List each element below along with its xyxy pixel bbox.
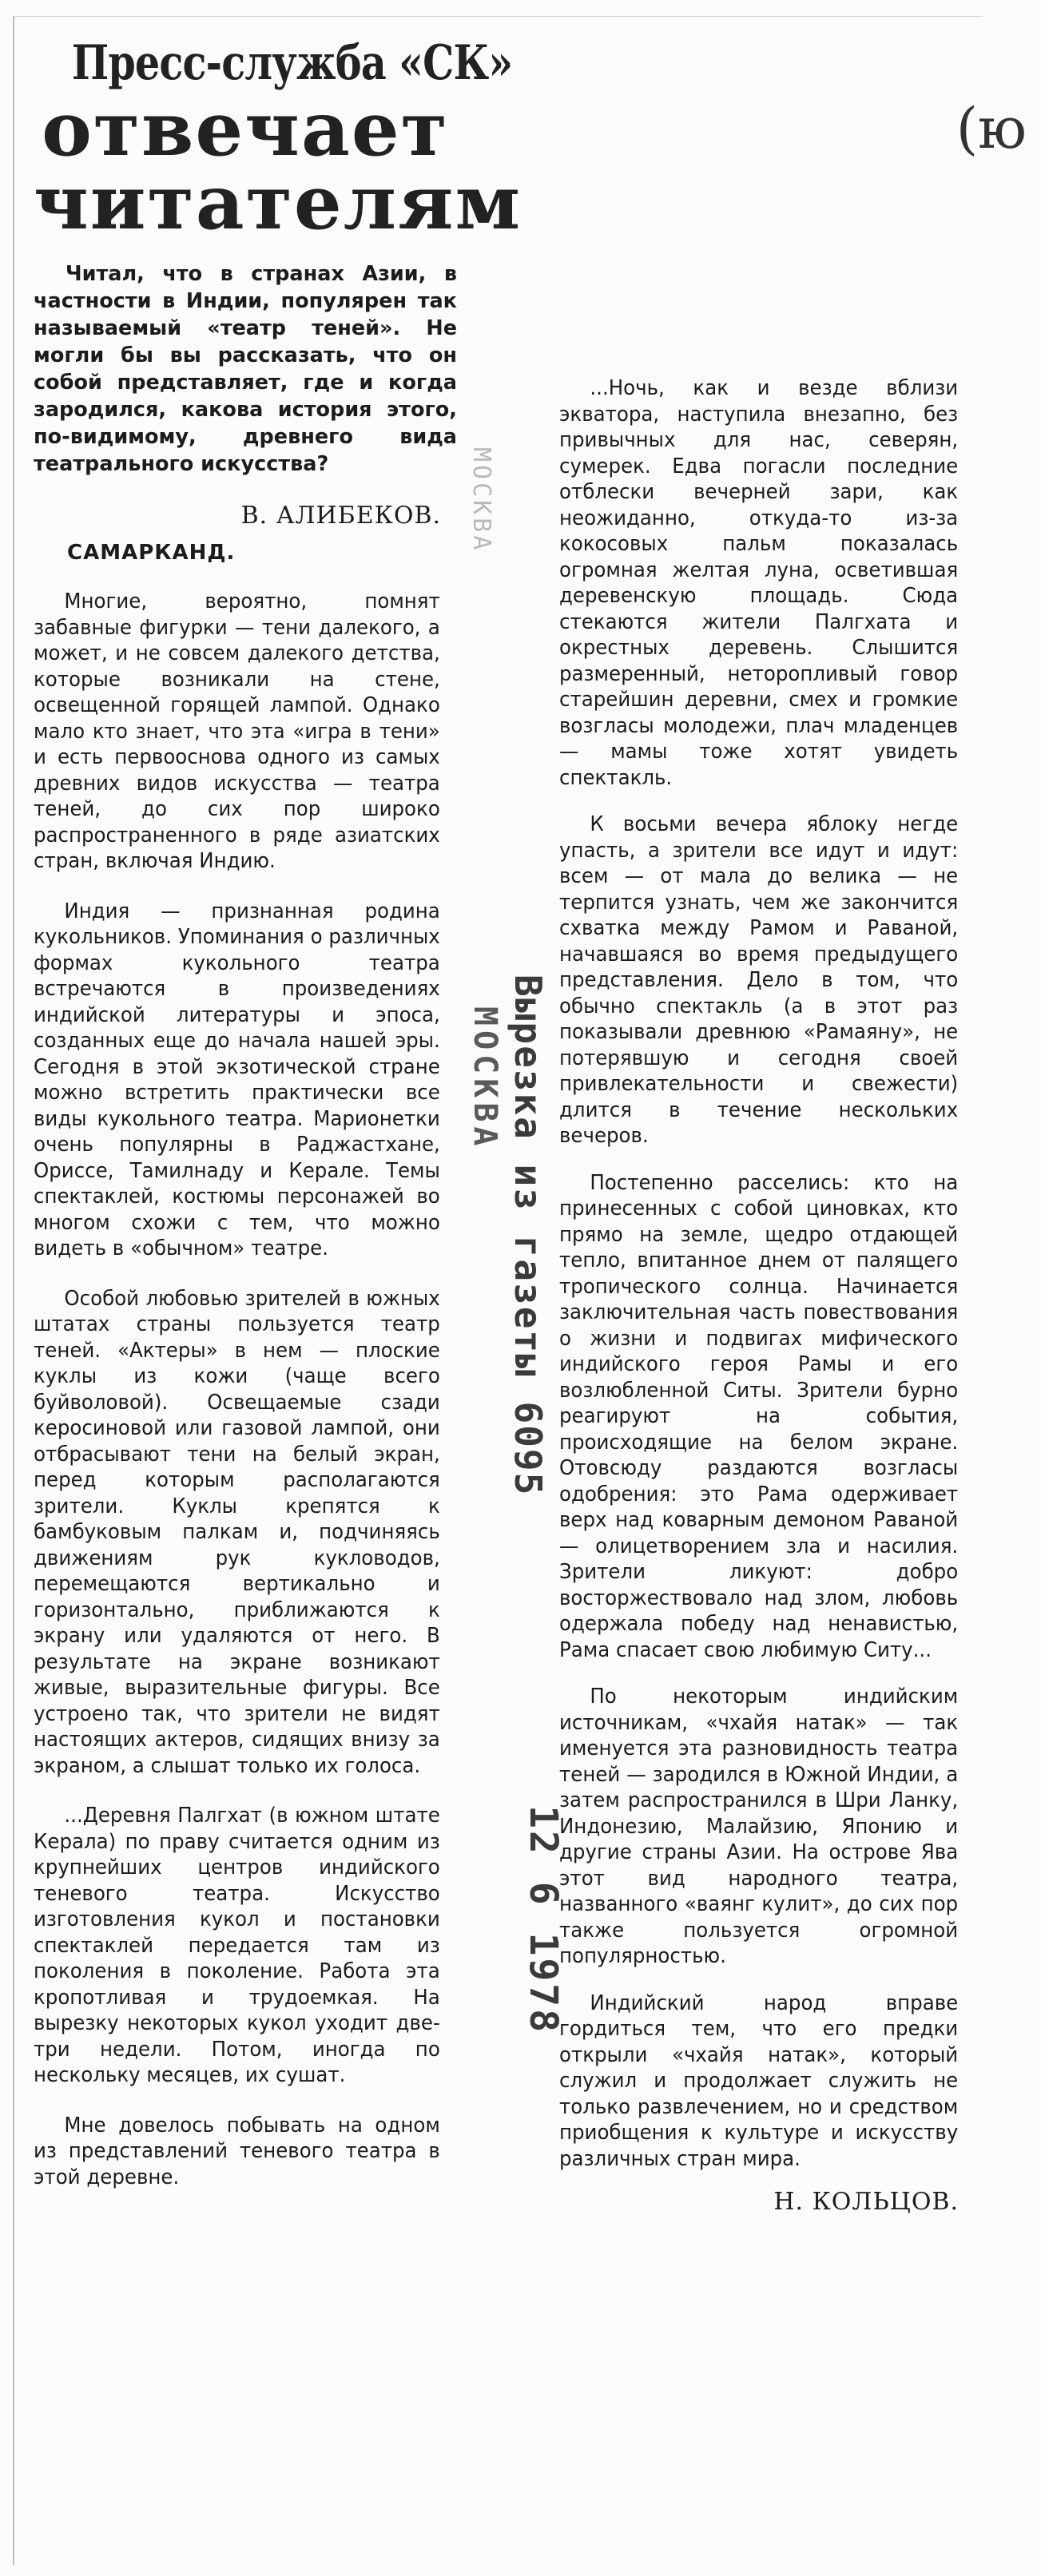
- question-author: В. АЛИБЕКОВ.: [240, 502, 441, 530]
- stamp-date: 12 6 1978: [521, 1805, 566, 2035]
- answer-paragraph: По некоторым индийским источникам, «чхайя натак» — так именуется эта разновидность театра теней — зародился в Южной Индии, а затем распространился в Шри Ланку, Индонезию, Малайзию, Японию и другие страны Азии. На острове Ява этот вид народного театра, названного «ваянг кулит», до сих пор также пользуется огромной популярностью.: [559, 1685, 959, 1968]
- headline: [34, 34, 522, 247]
- answer-paragraph: К восьми вечера яблоку негде упасть, а зрители все идут и идут: всем — от мала до велика — не терпится узнать, чем же закончится схватка между Рамом и Раваной, начавшаяся во время предыдущего представления. Дело в том, что обычно спектакль (а в этот раз показывали древнюю «Рамаяну», не потерявшую и сегодня своей привлекательности и свежести) длится в течение нескольких вечеров.: [559, 812, 959, 1148]
- handwritten-mark: (ю: [956, 96, 1027, 161]
- faint-stamp-text: МОСКВА: [467, 447, 495, 554]
- answer-paragraph: Постепенно расселись: кто на принесенных с собой циновках, кто прямо на земле, щедро отдающей тепло, впитанное днем от палящего тропического солнца. Начинается заключительная часть повествования о жизни и подвигах мифического индийского героя Рамы и его возлюбленной Ситы. Зрители бурно реагируют на события, происходящие на белом экране. Отовсюду раздаются возгласы одобрения: это Рама одерживает верх над коварным демоном Раваной — олицетворением зла и насилия. Зрители ликуют: добро восторжествовало над злом, любовь одержала победу над ненавистью, Рама спасает свою любимую Ситу...: [559, 1170, 959, 1662]
- headline-line2: отвечает: [42, 85, 449, 173]
- answer-paragraph: ...Ночь, как и везде вблизи экватора, наступила внезапно, без привычных для нас, северян, сумерек. Едва погасли последние отблески вечерней зари, как неожиданно, откуда-то из-за кокосовых пальм показалась огромная желтая луна, осветившая деревенскую площадь. Сюда стекаются жители Палгхата и окрестных деревень. Слышится размеренный, неторопливый говор старейшин деревни, смех и громкие возгласы молодежи, плач младенцев — мамы тоже хотят увидеть спектакль.: [559, 376, 959, 790]
- stamp-line2: МОСКВА: [467, 1006, 503, 1151]
- answer-paragraph: Особой любовью зрителей в южных штатах страны пользуется театр теней. «Актеры» в нем — плоские куклы из кожи (чаще всего буйволовой). Освещаемые сзади керосиновой или газовой лампой, они отбрасывают тени на белый экран, перед которым располагаются зрители. Куклы крепятся к бамбуковым палкам и, подчиняясь движениям рук кукловодов, перемещаются вертикально и горизонтально, приближаются к экрану или удаляются от него. В результате на экране возникают живые, выразительные фигуры. Все устроено так, что зрители не видят настоящих актеров, сидящих внизу за экраном, а слышат только их голоса.: [34, 1286, 440, 1778]
- answer-paragraph: Мне довелось побывать на одном из представлений теневого театра в этой деревне.: [34, 2113, 440, 2189]
- reader-question: Читал, что в странах Азии, в частности в Индии, популярен так называемый «театр теней». Не могли бы вы рассказать, что он собой представляет, где и когда зародился, какова история этого, по-видимому, древнего вида театрального искусства?: [34, 262, 457, 476]
- right-column: [559, 375, 975, 2216]
- answer-paragraph: Индийский народ вправе гордиться тем, что его предки открыли «чхайя натак», который служил и продолжает служить не только развлечением, но и средством приобщения к культуре и искусству различных стран мира.: [559, 1991, 959, 2171]
- stamp-line1: Вырезка из газеты 6095: [507, 974, 550, 1497]
- answer-author: Н. КОЛЬЦОВ.: [773, 2188, 959, 2216]
- question-city: САМАРКАНД.: [67, 541, 236, 565]
- answer-paragraph: Индия — признанная родина кукольников. Упоминания о различных формах кукольного театра встречаются в произведениях индийской литературы и эпоса, созданных еще до начала нашей эры. Сегодня в этой экзотической стране можно встретить практически все виды кукольного театра. Марионетки очень популярны в Раджастхане, Ориссе, Тамилнаду и Керале. Темы спектаклей, костюмы персонажей во многом схожи с тем, что можно видеть в «обычном» театре.: [34, 899, 440, 1260]
- answer-paragraph: ...Деревня Палгхат (в южном штате Керала) по праву считается одним из крупнейших центров индийского теневого театра. Искусство изготовления кукол и постановки спектаклей передается там из поколения в поколение. Работа эта кропотливая и трудоемкая. На вырезку некоторых кукол уходит две-три недели. Потом, иногда по нескольку месяцев, их сушат.: [34, 1804, 440, 2087]
- headline-line3: читателям: [34, 159, 522, 247]
- answer-paragraph: Многие, вероятно, помнят забавные фигурки — тени далекого, а может, и не совсем далекого детства, которые возникали на стене, освещенной горящей лампой. Однако мало кто знает, что эта «игра в тени» и есть первооснова одного из самых древних видов искусства — театра теней, до сих пор широко распространенного в ряде азиатских стран, включая Индию.: [34, 589, 440, 873]
- headline-line1: Пресс-служба «СК»: [71, 35, 513, 91]
